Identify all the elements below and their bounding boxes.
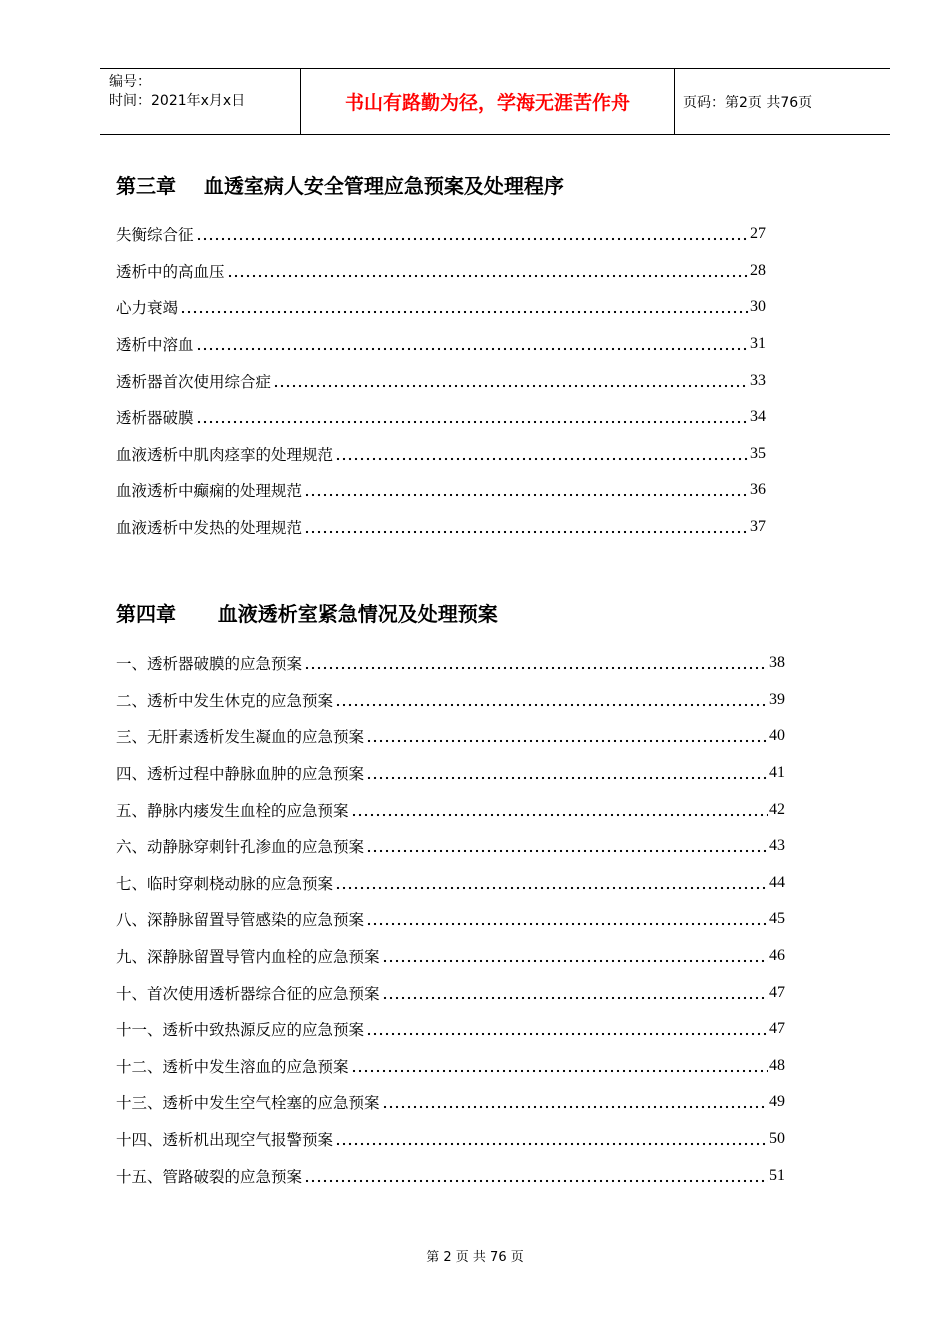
dot-leader xyxy=(196,225,749,243)
toc-entry[interactable] xyxy=(116,1084,785,1121)
toc-entry[interactable] xyxy=(116,791,785,828)
dot-leader xyxy=(304,1167,768,1185)
toc-entry-label: 透析器破膜 xyxy=(116,406,195,428)
toc-entry-label: 十二、透析中发生溶血的应急预案 xyxy=(116,1055,350,1077)
toc-entry-label: 透析器首次使用综合症 xyxy=(116,370,272,392)
toc-entry-label: 心力衰竭 xyxy=(116,296,179,318)
toc-entry[interactable] xyxy=(116,1011,785,1048)
dot-leader xyxy=(366,727,768,745)
toc-entry-page-number: 40 xyxy=(769,727,785,745)
toc-entry[interactable] xyxy=(116,216,766,253)
toc-entry-page-number: 43 xyxy=(769,837,785,855)
chapter-3-toc xyxy=(116,216,766,545)
toc-entry-page-number: 37 xyxy=(750,518,766,536)
toc-entry-label: 十四、透析机出现空气报警预案 xyxy=(116,1128,334,1150)
toc-entry-label: 四、透析过程中静脉血肿的应急预案 xyxy=(116,762,365,784)
toc-entry-page-number: 36 xyxy=(750,481,766,499)
toc-entry-label: 血液透析中癫痫的处理规范 xyxy=(116,479,303,501)
toc-entry[interactable] xyxy=(116,645,785,682)
dot-leader xyxy=(335,874,768,892)
chapter-4-title: 第四章 血液透析室紧急情况及处理预案 xyxy=(116,602,498,626)
toc-entry-page-number: 49 xyxy=(769,1093,785,1111)
dot-leader xyxy=(180,298,749,316)
toc-entry-label: 透析中的高血压 xyxy=(116,260,226,282)
toc-entry-label: 五、静脉内瘘发生血栓的应急预案 xyxy=(116,799,350,821)
dot-leader xyxy=(366,910,768,928)
toc-entry[interactable] xyxy=(116,865,785,902)
toc-entry[interactable] xyxy=(116,901,785,938)
header-meta xyxy=(100,69,301,134)
toc-entry[interactable] xyxy=(116,1121,785,1158)
dot-leader xyxy=(227,262,749,280)
dot-leader xyxy=(304,481,749,499)
dot-leader xyxy=(335,445,749,463)
dot-leader xyxy=(304,654,768,672)
dot-leader xyxy=(351,1057,768,1075)
toc-entry-label: 十、首次使用透析器综合征的应急预案 xyxy=(116,982,381,1004)
toc-entry[interactable] xyxy=(116,326,766,363)
toc-entry[interactable] xyxy=(116,362,766,399)
chapter-3-title: 第三章 血透室病人安全管理应急预案及处理程序 xyxy=(116,174,564,198)
toc-entry-page-number: 39 xyxy=(769,690,785,708)
toc-entry[interactable] xyxy=(116,399,766,436)
toc-entry-page-number: 48 xyxy=(769,1056,785,1074)
dot-leader xyxy=(366,1020,768,1038)
dot-leader xyxy=(382,1093,768,1111)
dot-leader xyxy=(351,801,768,819)
toc-entry-label: 血液透析中发热的处理规范 xyxy=(116,516,303,538)
toc-entry-page-number: 34 xyxy=(750,408,766,426)
toc-entry[interactable] xyxy=(116,828,785,865)
dot-leader xyxy=(382,947,768,965)
toc-entry-page-number: 30 xyxy=(750,298,766,316)
toc-entry-label: 八、深静脉留置导管感染的应急预案 xyxy=(116,908,365,930)
toc-entry-label: 十三、透析中发生空气栓塞的应急预案 xyxy=(116,1091,381,1113)
toc-entry-label: 十五、管路破裂的应急预案 xyxy=(116,1165,303,1187)
toc-entry[interactable] xyxy=(116,682,785,719)
toc-entry[interactable] xyxy=(116,253,766,290)
toc-entry[interactable] xyxy=(116,755,785,792)
toc-entry-page-number: 44 xyxy=(769,873,785,891)
toc-entry-label: 二、透析中发生休克的应急预案 xyxy=(116,689,334,711)
page-footer: 第 2 页 共 76 页 xyxy=(426,1250,524,1265)
toc-entry-label: 九、深静脉留置导管内血栓的应急预案 xyxy=(116,945,381,967)
toc-entry[interactable] xyxy=(116,718,785,755)
toc-entry[interactable] xyxy=(116,436,766,473)
header-page-info: 页码：第2页 共76页 xyxy=(683,94,813,111)
toc-entry-page-number: 46 xyxy=(769,947,785,965)
toc-entry[interactable] xyxy=(116,472,766,509)
toc-entry[interactable] xyxy=(116,938,785,975)
toc-entry[interactable] xyxy=(116,1048,785,1085)
toc-entry-label: 透析中溶血 xyxy=(116,333,195,355)
dot-leader xyxy=(366,764,768,782)
code-label: 编号： xyxy=(109,74,151,90)
toc-entry-page-number: 51 xyxy=(769,1166,785,1184)
toc-entry-page-number: 28 xyxy=(750,261,766,279)
toc-entry-label: 七、临时穿刺桡动脉的应急预案 xyxy=(116,872,334,894)
toc-entry-page-number: 38 xyxy=(769,654,785,672)
dot-leader xyxy=(366,837,768,855)
toc-entry[interactable] xyxy=(116,509,766,546)
toc-entry[interactable] xyxy=(116,289,766,326)
dot-leader xyxy=(382,984,768,1002)
dot-leader xyxy=(196,408,749,426)
page-header xyxy=(100,68,890,135)
toc-entry-page-number: 35 xyxy=(750,444,766,462)
dot-leader xyxy=(196,335,749,353)
toc-entry-label: 三、无肝素透析发生凝血的应急预案 xyxy=(116,725,365,747)
toc-entry-label: 六、动静脉穿刺针孔渗血的应急预案 xyxy=(116,835,365,857)
toc-entry-label: 失衡综合征 xyxy=(116,223,195,245)
header-motto: 书山有路勤为径，学海无涯苦作舟 xyxy=(301,69,675,134)
toc-entry-page-number: 27 xyxy=(750,225,766,243)
toc-entry[interactable] xyxy=(116,974,785,1011)
toc-entry-page-number: 50 xyxy=(769,1130,785,1148)
toc-entry-page-number: 31 xyxy=(750,335,766,353)
toc-entry-label: 血液透析中肌肉痉挛的处理规范 xyxy=(116,443,334,465)
toc-entry-page-number: 42 xyxy=(769,800,785,818)
toc-entry-label: 一、透析器破膜的应急预案 xyxy=(116,652,303,674)
dot-leader xyxy=(273,372,749,390)
dot-leader xyxy=(304,518,749,536)
dot-leader xyxy=(335,691,768,709)
dot-leader xyxy=(335,1130,768,1148)
toc-entry-page-number: 41 xyxy=(769,764,785,782)
toc-entry-page-number: 47 xyxy=(769,983,785,1001)
time-label: 时间：2021年x月x日 xyxy=(109,93,246,109)
chapter-4-toc xyxy=(116,645,785,1194)
toc-entry-page-number: 45 xyxy=(769,910,785,928)
toc-entry-page-number: 33 xyxy=(750,371,766,389)
toc-entry-label: 十一、透析中致热源反应的应急预案 xyxy=(116,1018,365,1040)
toc-entry-page-number: 47 xyxy=(769,1020,785,1038)
toc-entry[interactable] xyxy=(116,1157,785,1194)
